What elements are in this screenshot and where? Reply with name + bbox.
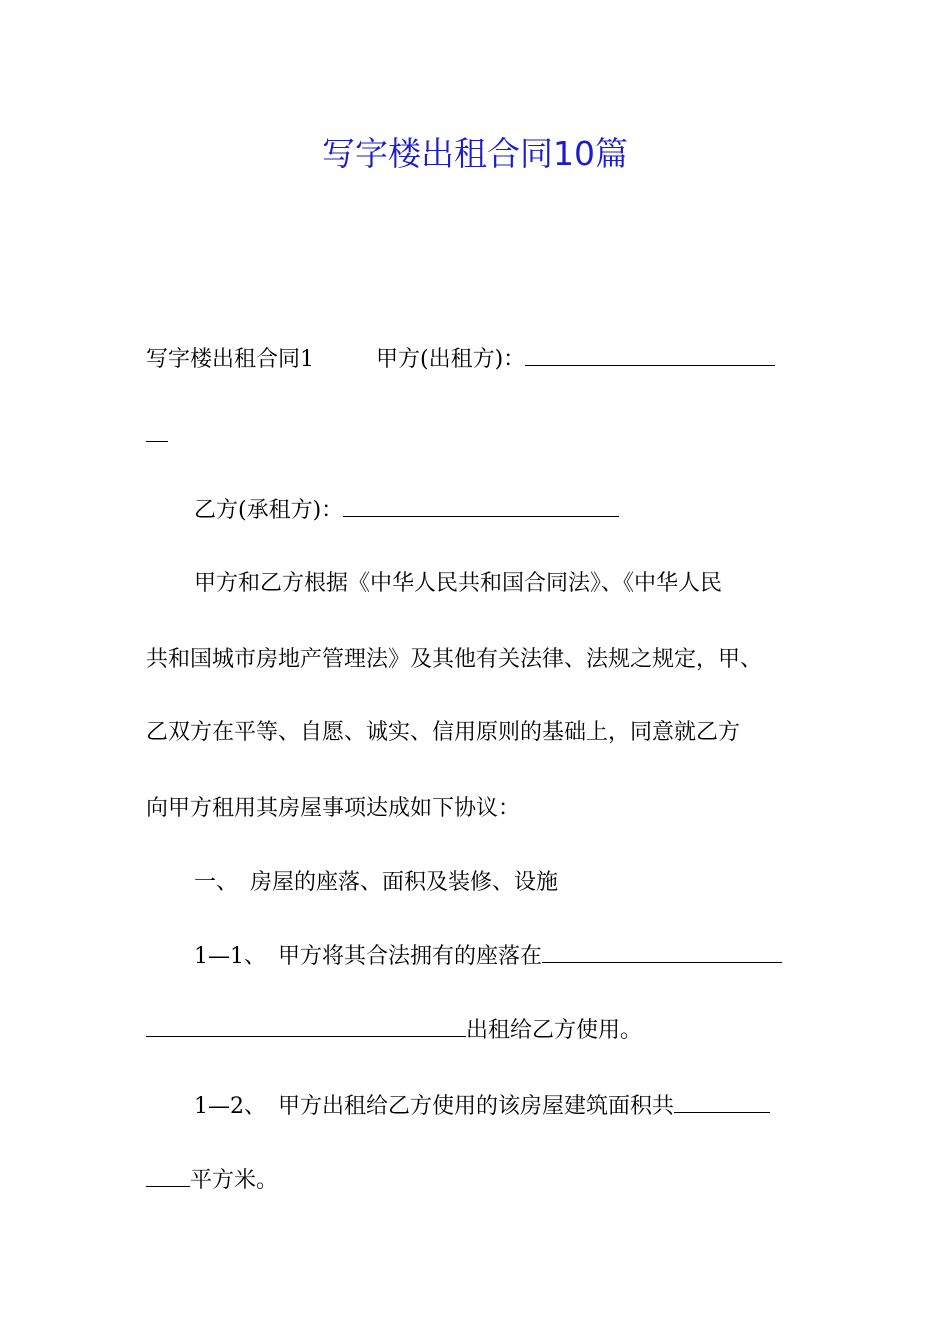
preamble-line-1: 甲方和乙方根据《中华人民共和国合同法》、《中华人民 (194, 571, 723, 596)
preamble-line-2: 共和国城市房地产管理法》及其他有关法律、法规之规定，甲、 (146, 647, 763, 672)
clause-1-1-line-1 (194, 939, 782, 975)
clause-1-2-area-blank (674, 1090, 770, 1113)
clause-1-1-text-before: 甲方将其合法拥有的座落在 (278, 944, 543, 969)
section-1-number: 一、 (194, 870, 239, 895)
party-a-blank-continued (146, 419, 168, 442)
clause-1-1-location-blank-continued (146, 1014, 466, 1037)
clause-1-1-text-after: 出租给乙方使用。 (466, 1018, 643, 1043)
section-1-title: 房屋的座落、面积及装修、设施 (250, 870, 559, 895)
preamble-line-4: 向甲方租用其房屋事项达成如下协议： (146, 796, 521, 821)
party-a-blank-continuation-line (146, 418, 168, 454)
clause-1-2-line-2 (146, 1163, 278, 1199)
clause-1-2-text-before: 甲方出租给乙方使用的该房屋建筑面积共 (278, 1094, 675, 1119)
contract-heading: 写字楼出租合同1 (146, 347, 314, 372)
party-a-blank (525, 343, 775, 366)
party-a-label: 甲方(出租方)： (376, 347, 526, 372)
clause-1-2-text-after: 平方米。 (190, 1168, 279, 1193)
party-b-label: 乙方(承租方)： (194, 498, 344, 523)
clause-1-1-number: 1—1、 (194, 944, 266, 969)
party-b-blank (343, 494, 619, 517)
document-title: 写字楼出租合同10篇 (322, 134, 628, 173)
clause-1-1-line-2 (146, 1013, 642, 1049)
contract-heading-line (146, 342, 775, 378)
section-1-heading (194, 865, 558, 901)
clause-1-2-line-1 (194, 1089, 770, 1125)
preamble-line-3: 乙双方在平等、自愿、诚实、信用原则的基础上，同意就乙方 (146, 720, 741, 745)
party-b-line (194, 493, 619, 529)
clause-1-2-number: 1—2、 (194, 1094, 266, 1119)
clause-1-2-area-blank-continued (146, 1164, 190, 1187)
clause-1-1-location-blank (542, 940, 782, 963)
